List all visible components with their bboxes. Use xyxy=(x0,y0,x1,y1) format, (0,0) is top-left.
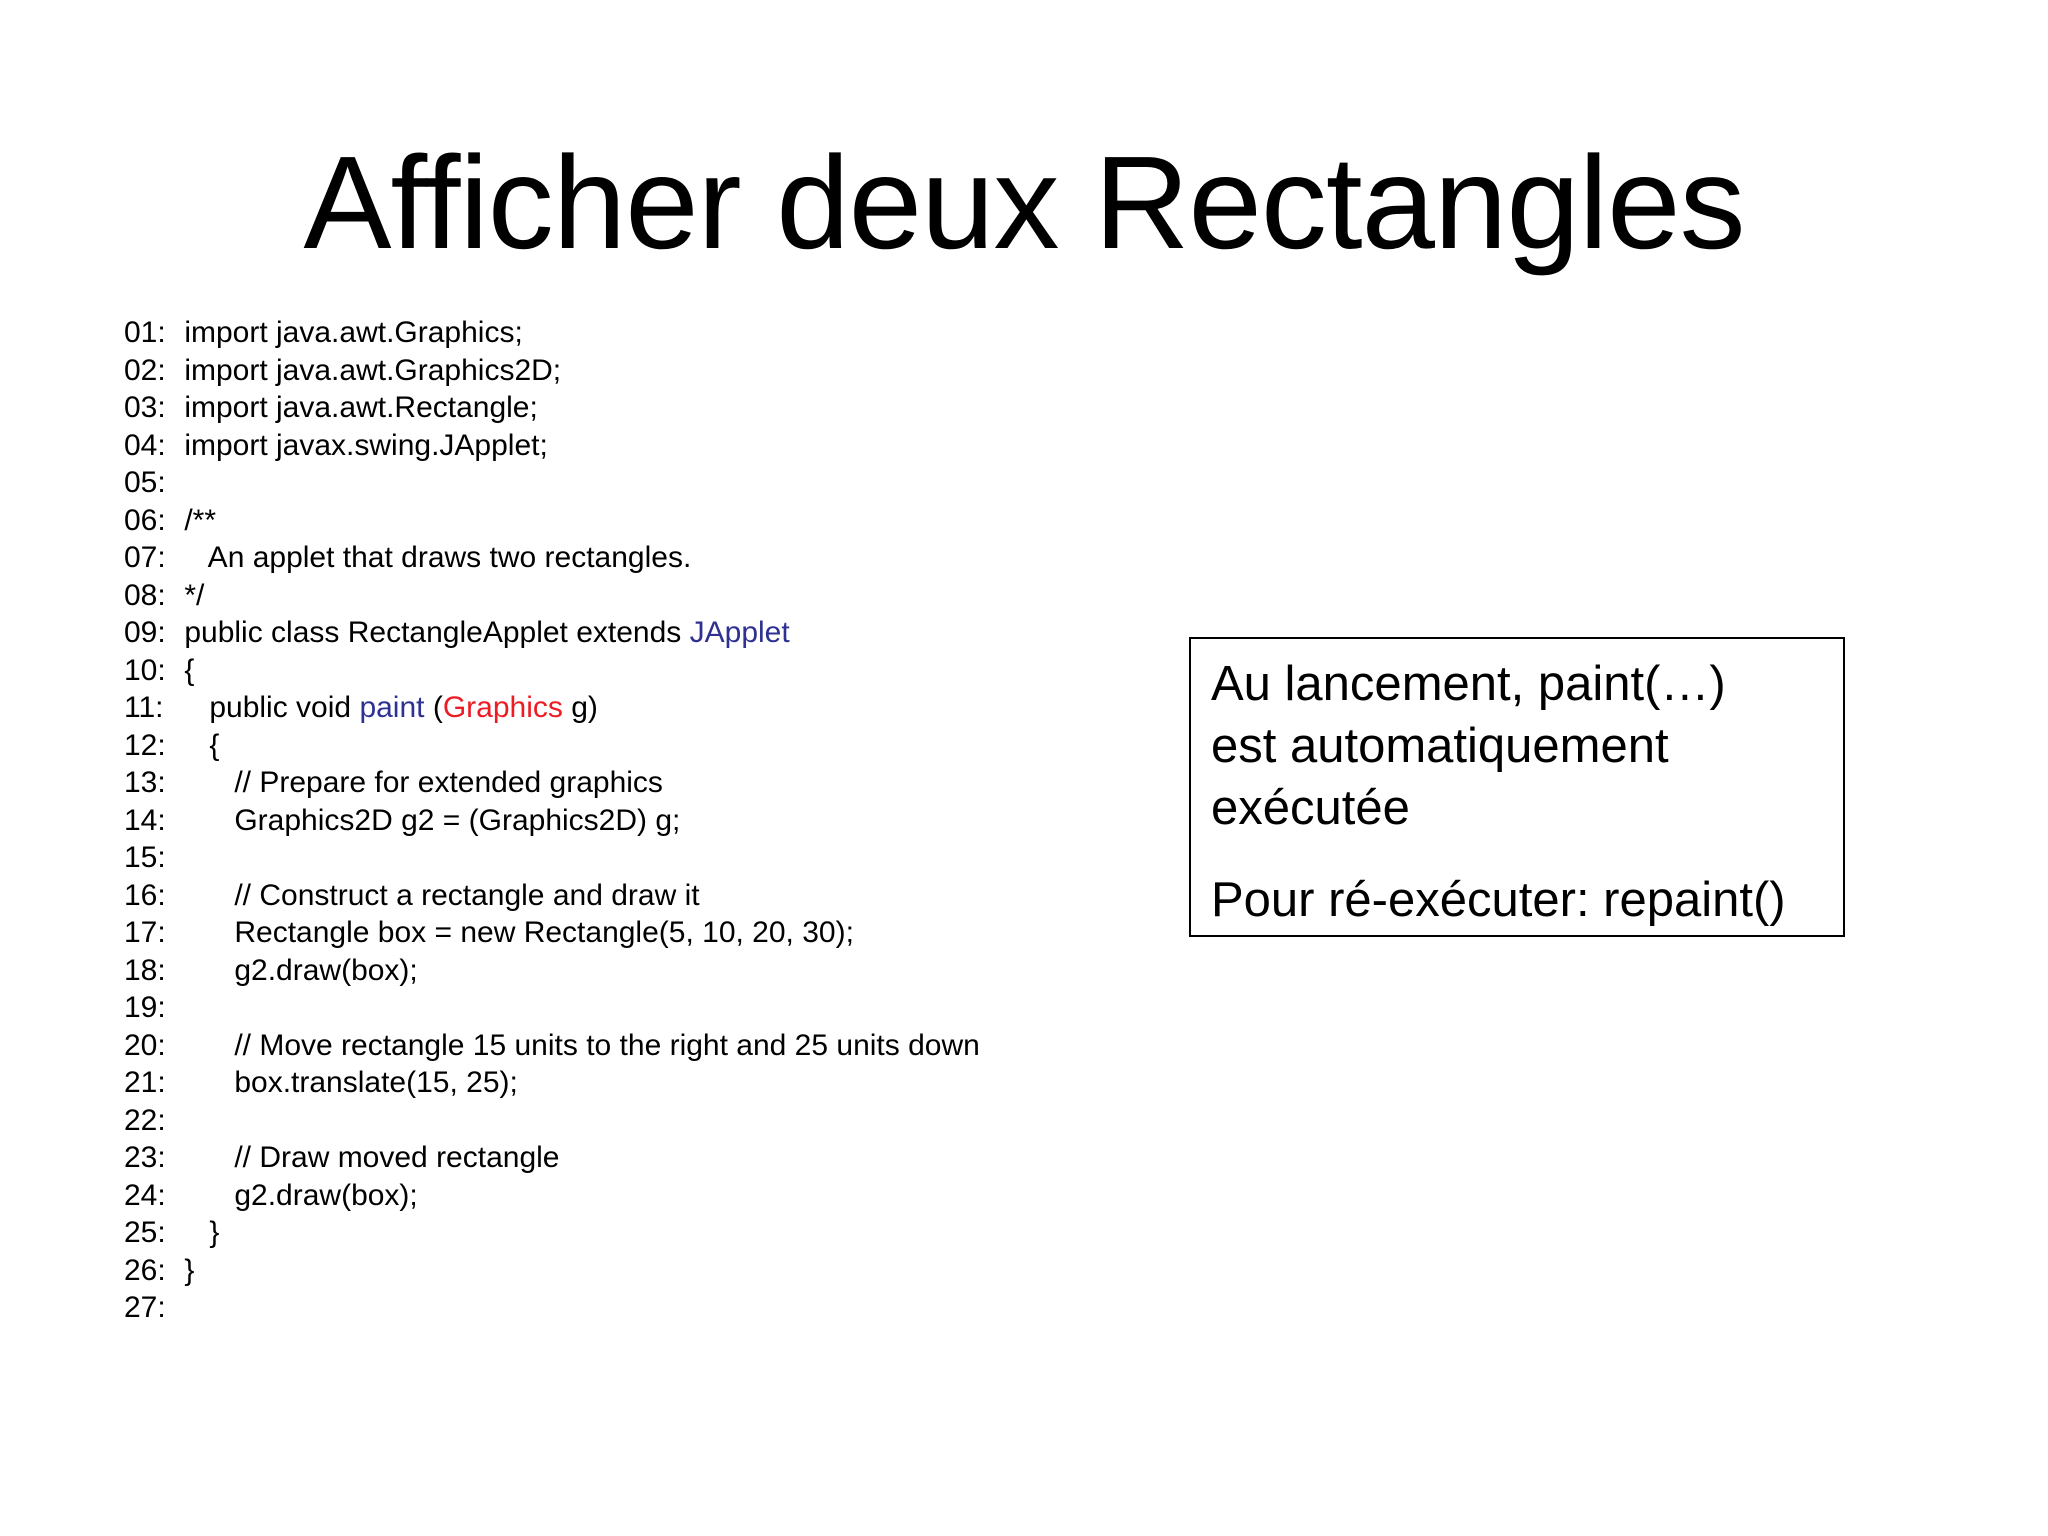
code-line xyxy=(124,727,980,765)
line-number: 09: xyxy=(124,616,166,649)
code-line xyxy=(124,989,980,1027)
line-number: 25: xyxy=(124,1216,166,1249)
code-token: g) xyxy=(562,691,598,724)
code-line xyxy=(124,952,980,990)
line-number: 15: xyxy=(124,841,166,874)
code-token: } xyxy=(176,1253,195,1287)
line-number: 03: xyxy=(124,391,166,424)
code-token: // Construct a rectangle and draw it xyxy=(176,878,700,912)
line-number: 21: xyxy=(124,1066,166,1099)
code-token: ( xyxy=(424,691,443,724)
code-line xyxy=(124,1289,980,1327)
line-number: 20: xyxy=(124,1028,166,1062)
code-token: import java.awt.Graphics; xyxy=(176,316,523,349)
line-number: 08: xyxy=(124,578,166,612)
code-line xyxy=(124,802,980,840)
code-token: Rectangle box = new Rectangle(5, 10, 20, 30); xyxy=(176,916,854,949)
line-number: 01: xyxy=(124,316,166,349)
code-line xyxy=(124,352,980,390)
code-token: import javax.swing.JApplet; xyxy=(176,428,548,462)
code-line xyxy=(124,1252,980,1290)
line-number: 05: xyxy=(124,466,166,499)
line-number: 23: xyxy=(124,1141,166,1174)
line-number: 17: xyxy=(124,916,166,949)
line-number: 11: xyxy=(124,691,164,724)
code-line xyxy=(124,464,980,502)
code-token: Graphics2D g2 = (Graphics2D) g; xyxy=(176,803,681,837)
callout-repaint-note: Pour ré-exécuter: repaint() xyxy=(1211,873,1786,927)
line-number: 18: xyxy=(124,953,166,987)
code-listing xyxy=(124,314,980,1327)
code-token: // Prepare for extended graphics xyxy=(176,766,663,799)
line-number: 10: xyxy=(124,653,166,687)
line-number: 27: xyxy=(124,1291,166,1324)
code-line xyxy=(124,764,980,802)
code-line xyxy=(124,1214,980,1252)
code-token: g2.draw(box); xyxy=(176,953,418,987)
code-token: import java.awt.Rectangle; xyxy=(176,391,538,424)
code-token: An applet that draws two rectangles. xyxy=(176,541,692,574)
code-line xyxy=(124,427,980,465)
code-line xyxy=(124,1177,980,1215)
code-token: /** xyxy=(176,503,217,537)
line-number: 13: xyxy=(124,766,166,799)
code-token: paint xyxy=(359,691,425,724)
code-line xyxy=(124,1139,980,1177)
line-number: 16: xyxy=(124,878,166,912)
code-token: public void xyxy=(176,691,360,724)
code-line xyxy=(124,689,980,727)
code-token: } xyxy=(176,1216,220,1249)
line-number: 02: xyxy=(124,353,166,387)
code-line xyxy=(124,614,980,652)
code-line xyxy=(124,389,980,427)
code-line xyxy=(124,314,980,352)
code-line xyxy=(124,502,980,540)
code-token: g2.draw(box); xyxy=(176,1178,418,1212)
slide-title: Afficher deux Rectangles xyxy=(303,129,1745,276)
code-token: JApplet xyxy=(689,616,790,649)
line-number: 26: xyxy=(124,1253,166,1287)
callout-text-line: est automatiquement xyxy=(1211,719,1669,773)
line-number: 22: xyxy=(124,1103,166,1137)
line-number: 07: xyxy=(124,541,166,574)
code-line xyxy=(124,1027,980,1065)
code-line xyxy=(124,914,980,952)
code-line xyxy=(124,539,980,577)
line-number: 19: xyxy=(124,991,166,1024)
callout-text-line: exécutée xyxy=(1211,781,1410,835)
code-line xyxy=(124,577,980,615)
code-line xyxy=(124,652,980,690)
line-number: 12: xyxy=(124,728,166,762)
code-line xyxy=(124,1064,980,1102)
code-token: // Move rectangle 15 units to the right and 25 units down xyxy=(176,1028,980,1062)
code-token: { xyxy=(176,653,195,687)
code-line xyxy=(124,1102,980,1140)
line-number: 06: xyxy=(124,503,166,537)
callout-box xyxy=(1189,637,1845,937)
code-token: box.translate(15, 25); xyxy=(176,1066,518,1099)
callout-text-line: Au lancement, paint(…) xyxy=(1211,657,1726,711)
code-token: */ xyxy=(176,578,205,612)
code-token: // Draw moved rectangle xyxy=(176,1141,560,1174)
code-token: public class RectangleApplet extends xyxy=(176,616,690,649)
line-number: 14: xyxy=(124,803,166,837)
line-number: 04: xyxy=(124,428,166,462)
code-token: import java.awt.Graphics2D; xyxy=(176,353,562,387)
code-token: Graphics xyxy=(442,691,563,724)
code-token: { xyxy=(176,728,220,762)
code-line xyxy=(124,839,980,877)
code-line xyxy=(124,877,980,915)
line-number: 24: xyxy=(124,1178,166,1212)
